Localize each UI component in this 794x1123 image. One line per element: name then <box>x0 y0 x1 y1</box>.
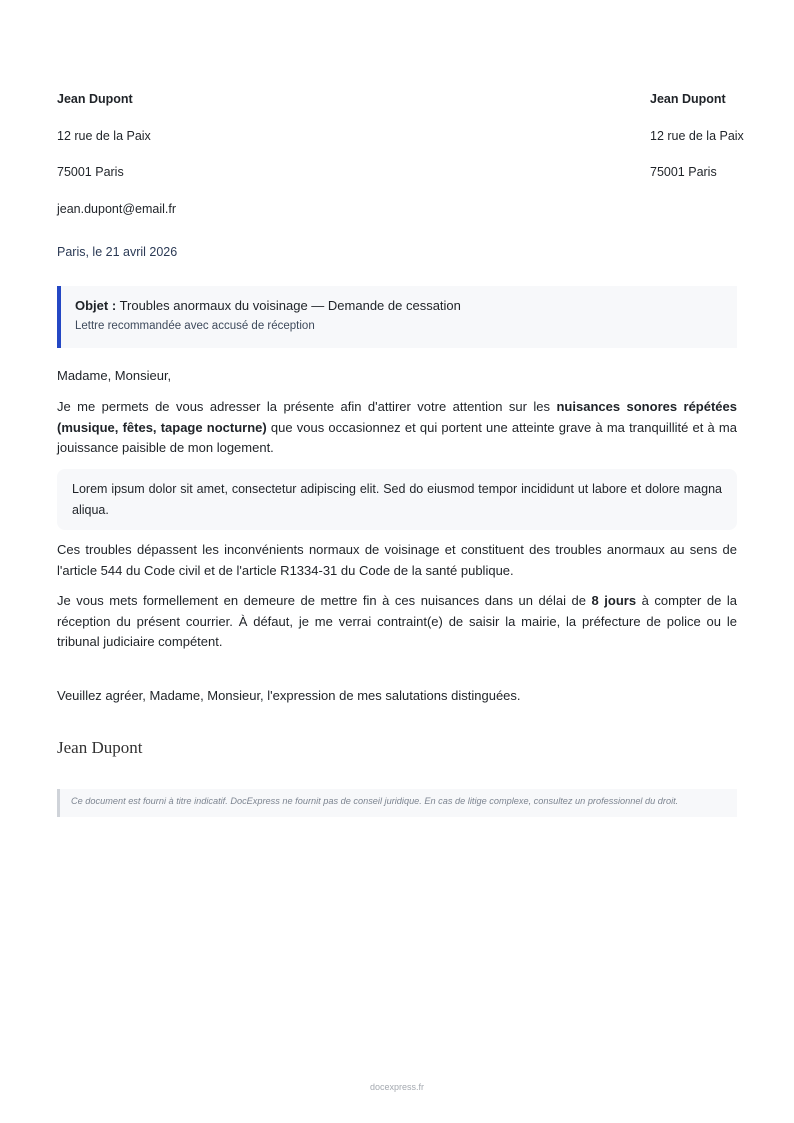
letter-page <box>57 0 744 1123</box>
paragraph-3-start: Je vous mets formellement en demeure de mettre fin à ces nuisances dans un délai de <box>57 593 592 608</box>
greeting: Madame, Monsieur, <box>57 368 172 383</box>
recipient-street: 12 rue de la Paix <box>650 128 744 143</box>
recipient-name: Jean Dupont <box>650 92 726 106</box>
sender-email: jean.dupont@email.fr <box>57 202 177 217</box>
object-box <box>57 286 737 348</box>
object-label: Objet : <box>75 298 117 313</box>
paragraph-1 <box>57 397 737 459</box>
letter-date: Paris, le 21 avril 2026 <box>57 245 178 259</box>
paragraph-1-bold: nuisances sonores répétées (musique, fêtes, tapage nocturne) <box>57 399 738 435</box>
recipient-city: 75001 Paris <box>650 165 717 180</box>
quote-box <box>57 469 737 530</box>
sender-name: Jean Dupont <box>57 92 133 106</box>
paragraph-3-end: à compter de la réception du présent courrier. À défaut, je me verrai contraint(e) de saisir la mairie, la préfecture de police ou le tribunal judiciaire compétent. <box>57 593 738 650</box>
paragraph-2: Ces troubles dépassent les inconvénients normaux de voisinage et constituent des troubles anormaux au sens de l'article 544 du Code civil et de l'article R1334-31 du Code de la santé publique. <box>57 542 737 578</box>
sender-city: 75001 Paris <box>57 165 124 180</box>
object-subtitle: Lettre recommandée avec accusé de réception <box>75 320 315 332</box>
quote-text: Lorem ipsum dolor sit amet, consectetur adipiscing elit. Sed do eiusmod tempor incididunt ut labore et dolore magna aliqua. <box>72 482 722 517</box>
paragraph-3-bold: 8 jours <box>591 593 637 608</box>
closing: Veuillez agréer, Madame, Monsieur, l'expression de mes salutations distinguées. <box>57 688 521 703</box>
object-text: Troubles anormaux du voisinage — Demande de cessation <box>119 298 461 313</box>
sender-block <box>57 90 176 237</box>
sender-street: 12 rue de la Paix <box>57 128 151 143</box>
signature: Jean Dupont <box>57 738 143 757</box>
recipient-block <box>650 90 744 200</box>
disclaimer: Ce document est fourni à titre indicatif. DocExpress ne fournit pas de conseil juridique. En cas de litige complexe, consultez un professionnel du droit. <box>57 789 737 817</box>
paragraph-1-end: que vous occasionnez et qui portent une atteinte grave à ma tranquillité et à ma jouissance paisible de mon logement. <box>57 419 737 456</box>
footer-link[interactable]: docexpress.fr <box>369 1082 425 1092</box>
object-line <box>75 297 737 315</box>
paragraph-3 <box>57 591 737 653</box>
paragraph-1-start: Je me permets de vous adresser la présente afin d'attirer votre attention sur les <box>57 399 557 414</box>
